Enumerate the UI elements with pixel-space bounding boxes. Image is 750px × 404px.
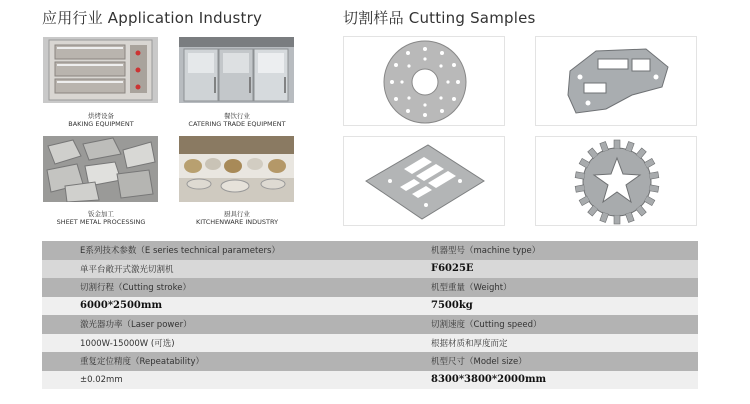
- industry-cn-label: 厨具行业: [224, 210, 250, 218]
- param-cell-left: 1000W-15000W (可选): [80, 338, 175, 349]
- industry-cn-label: 钣金加工: [88, 210, 114, 218]
- industry-en-label: KITCHENWARE INDUSTRY: [195, 218, 279, 226]
- kitchenware-image: [179, 136, 294, 202]
- param-cell-right: 机型重量（Weight）: [431, 283, 512, 294]
- param-cell-left: 6000*2500mm: [80, 300, 163, 312]
- param-row: [42, 334, 698, 353]
- param-row: [42, 260, 698, 279]
- industry-en-label: BAKING EQUIPMENT: [68, 120, 134, 128]
- sheet-metal-image: [43, 136, 158, 202]
- param-row: [42, 278, 698, 297]
- param-row: [42, 315, 698, 334]
- param-cell-right: 7500kg: [431, 300, 473, 312]
- param-cell-left: ±0.02mm: [80, 374, 123, 385]
- sample-bracket-plate: [535, 36, 697, 126]
- industry-en-label: SHEET METAL PROCESSING: [56, 218, 146, 226]
- param-row: [42, 297, 698, 316]
- param-row: [42, 371, 698, 390]
- param-cell-right: 8300*3800*2000mm: [431, 374, 547, 386]
- param-cell-right: 机型尺寸（Model size）: [431, 357, 527, 368]
- industry-caption-baking: [26, 112, 176, 128]
- param-cell-right: 机器型号（machine type）: [431, 246, 541, 257]
- param-cell-left: E系列技术参数（E series technical parameters）: [80, 246, 280, 257]
- industry-en-label: CATERING TRADE EQUIPMENT: [188, 120, 286, 128]
- sample-brake-disc: [343, 36, 505, 126]
- param-cell-left: 重复定位精度（Repeatability）: [80, 357, 204, 368]
- industry-cn-label: 餐饮行业: [224, 112, 250, 120]
- sample-perforated-panel: [343, 136, 505, 226]
- industry-caption-catering: [162, 112, 312, 128]
- param-cell-right: 根据材质和厚度而定: [431, 338, 508, 349]
- baking-equipment-image: [43, 37, 158, 103]
- application-industry-heading: 应用行业 Application Industry: [42, 9, 263, 27]
- technical-parameters-table: [42, 241, 698, 389]
- cutting-samples-heading: 切割样品 Cutting Samples: [343, 9, 536, 27]
- param-cell-right: 切割速度（Cutting speed）: [431, 320, 542, 331]
- industry-cn-label: 烘烤设备: [88, 112, 114, 120]
- catering-equipment-image: [179, 37, 294, 103]
- sample-gear: [535, 136, 697, 226]
- param-cell-left: 激光器功率（Laser power）: [80, 320, 192, 331]
- param-cell-left: 切割行程（Cutting stroke）: [80, 283, 191, 294]
- industry-caption-kitchenware: [162, 210, 312, 226]
- param-row: [42, 352, 698, 371]
- param-cell-left: 单平台敞开式激光切割机: [80, 264, 174, 275]
- param-row: [42, 241, 698, 260]
- industry-caption-sheet-metal: [26, 210, 176, 226]
- param-cell-right: F6025E: [431, 263, 474, 275]
